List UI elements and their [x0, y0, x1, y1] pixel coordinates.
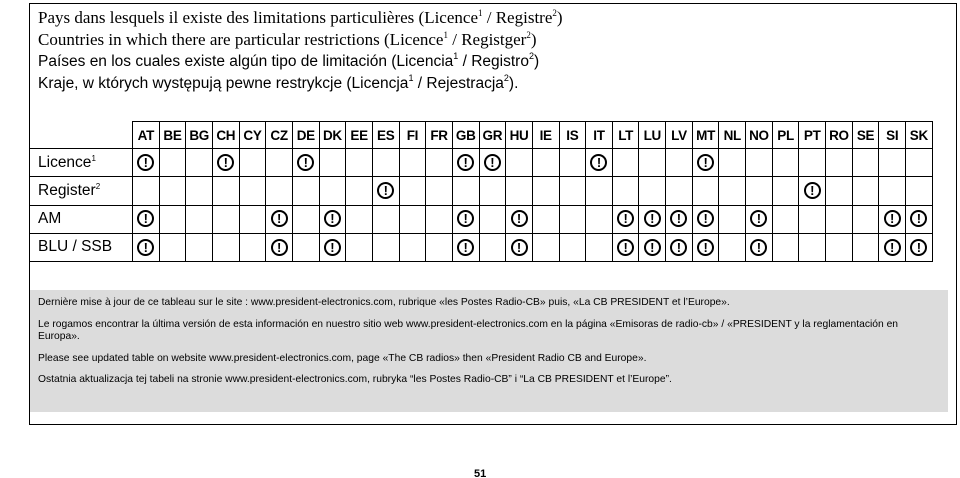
table-cell: [186, 149, 213, 177]
warning-icon: !: [884, 210, 901, 227]
table-cell: [906, 177, 933, 205]
table-cell: [772, 149, 799, 177]
country-header-be: BE: [159, 122, 186, 149]
country-header-ie: IE: [532, 122, 559, 149]
warning-icon: !: [457, 154, 474, 171]
table-cell: [292, 177, 319, 205]
table-cell: [239, 205, 266, 233]
table-row: [30, 205, 933, 233]
warning-icon: !: [697, 239, 714, 256]
table-cell: [799, 233, 826, 261]
country-header-dk: DK: [319, 122, 346, 149]
warning-icon: !: [484, 154, 501, 171]
warning-icon: !: [804, 182, 821, 199]
table-cell: [426, 233, 453, 261]
table-cell: [426, 205, 453, 233]
table-corner: [30, 122, 133, 149]
notes-box: [30, 290, 948, 412]
table-cell: [239, 177, 266, 205]
table-cell: [692, 177, 719, 205]
table-cell: [612, 177, 639, 205]
table-cell: [746, 149, 773, 177]
table-cell: [212, 149, 239, 177]
table-cell: [799, 177, 826, 205]
country-header-ee: EE: [346, 122, 373, 149]
title-french: Pays dans lesquels il existe des limitations particulières (Licence$^1$ / Registre$^2$): [38, 8, 563, 27]
table-cell: [586, 149, 613, 177]
warning-icon: !: [884, 239, 901, 256]
country-header-de: DE: [292, 122, 319, 149]
country-header-fr: FR: [426, 122, 453, 149]
country-header-is: IS: [559, 122, 586, 149]
warning-icon: !: [644, 239, 661, 256]
table-cell: [346, 205, 373, 233]
row-label: Register$^2$: [30, 177, 133, 205]
country-header-cz: CZ: [266, 122, 293, 149]
country-header-pt: PT: [799, 122, 826, 149]
table-cell: [746, 177, 773, 205]
table-cell: [799, 205, 826, 233]
table-cell: [719, 205, 746, 233]
country-header-se: SE: [852, 122, 879, 149]
table-cell: [879, 205, 906, 233]
table-cell: [586, 177, 613, 205]
table-cell: [746, 233, 773, 261]
warning-icon: !: [271, 239, 288, 256]
table-row: [30, 177, 933, 205]
table-cell: [212, 205, 239, 233]
table-cell: [692, 149, 719, 177]
table-cell: [906, 149, 933, 177]
table-cell: [506, 205, 533, 233]
table-cell: [452, 233, 479, 261]
table-cell: [133, 233, 160, 261]
note-polish: Ostatnia aktualizacja tej tabeli na stronie www.president-electronics.com, rubryka “les Postes Radio-CB” i “La CB PRESIDENT et l’Europe”.: [38, 374, 672, 385]
table-cell: [159, 177, 186, 205]
table-header-row: [30, 122, 933, 149]
warning-icon: !: [697, 210, 714, 227]
table-cell: [212, 177, 239, 205]
table-cell: [639, 233, 666, 261]
country-header-gb: GB: [452, 122, 479, 149]
country-header-ch: CH: [212, 122, 239, 149]
country-header-no: NO: [746, 122, 773, 149]
table-cell: [772, 177, 799, 205]
table-cell: [346, 177, 373, 205]
table-cell: [719, 149, 746, 177]
title-block: [38, 7, 938, 95]
warning-icon: !: [457, 239, 474, 256]
table-cell: [292, 233, 319, 261]
table-cell: [826, 205, 853, 233]
table-cell: [612, 205, 639, 233]
warning-icon: !: [750, 239, 767, 256]
country-header-pl: PL: [772, 122, 799, 149]
country-header-hu: HU: [506, 122, 533, 149]
warning-icon: !: [324, 210, 341, 227]
warning-icon: !: [617, 239, 634, 256]
table-cell: [666, 149, 693, 177]
table-cell: [852, 177, 879, 205]
table-cell: [879, 233, 906, 261]
table-cell: [666, 233, 693, 261]
table-cell: [772, 205, 799, 233]
warning-icon: !: [137, 154, 154, 171]
table-cell: [133, 205, 160, 233]
table-cell: [346, 149, 373, 177]
table-cell: [559, 233, 586, 261]
warning-icon: !: [457, 210, 474, 227]
table-cell: [559, 205, 586, 233]
table-cell: [612, 233, 639, 261]
table-cell: [852, 233, 879, 261]
table-cell: [319, 205, 346, 233]
table-cell: [772, 233, 799, 261]
table-cell: [159, 233, 186, 261]
table-cell: [719, 233, 746, 261]
title-english: Countries in which there are particular restrictions (Licence$^1$ / Registger$^2$): [38, 30, 537, 49]
table-cell: [692, 205, 719, 233]
table-cell: [292, 149, 319, 177]
table-cell: [399, 177, 426, 205]
table-cell: [346, 233, 373, 261]
country-header-ro: RO: [826, 122, 853, 149]
warning-icon: !: [644, 210, 661, 227]
table-cell: [399, 205, 426, 233]
table-cell: [879, 149, 906, 177]
table-cell: [292, 205, 319, 233]
table-cell: [239, 233, 266, 261]
table-cell: [266, 149, 293, 177]
country-header-lt: LT: [612, 122, 639, 149]
table-cell: [426, 177, 453, 205]
warning-icon: !: [377, 182, 394, 199]
page-number: 51: [474, 468, 487, 478]
table-cell: [319, 233, 346, 261]
table-cell: [506, 149, 533, 177]
table-cell: [133, 149, 160, 177]
table-cell: [506, 177, 533, 205]
table-cell: [826, 149, 853, 177]
table-cell: [452, 177, 479, 205]
row-label: BLU / SSB: [30, 233, 133, 261]
country-header-gr: GR: [479, 122, 506, 149]
warning-icon: !: [670, 239, 687, 256]
table-cell: [586, 205, 613, 233]
table-cell: [372, 177, 399, 205]
table-cell: [186, 233, 213, 261]
table-cell: [559, 149, 586, 177]
table-cell: [799, 149, 826, 177]
warning-icon: !: [910, 210, 927, 227]
table-cell: [452, 205, 479, 233]
table-cell: [159, 149, 186, 177]
table-cell: [266, 233, 293, 261]
country-header-lv: LV: [666, 122, 693, 149]
table-cell: [186, 177, 213, 205]
warning-icon: !: [271, 210, 288, 227]
table-cell: [852, 149, 879, 177]
table-cell: [666, 205, 693, 233]
table-cell: [879, 177, 906, 205]
warning-icon: !: [910, 239, 927, 256]
table-cell: [319, 177, 346, 205]
table-cell: [826, 177, 853, 205]
country-header-at: AT: [133, 122, 160, 149]
table-row: [30, 233, 933, 261]
table-cell: [719, 177, 746, 205]
note-spanish: Le rogamos encontrar la última versión de esta información en nuestro sitio web www.president-electronics.com en la página «Emisoras de radio-cb» / «PRESIDENT y la reglamentación en Europa».: [38, 318, 899, 342]
table-cell: [239, 149, 266, 177]
country-header-fi: FI: [399, 122, 426, 149]
table-cell: [852, 205, 879, 233]
row-label: AM: [30, 205, 133, 233]
table-cell: [212, 233, 239, 261]
table-cell: [586, 233, 613, 261]
warning-icon: !: [137, 210, 154, 227]
table-cell: [133, 177, 160, 205]
table-cell: [746, 205, 773, 233]
table-cell: [186, 205, 213, 233]
table-cell: [906, 233, 933, 261]
country-header-si: SI: [879, 122, 906, 149]
warning-icon: !: [511, 210, 528, 227]
table-cell: [506, 233, 533, 261]
warning-icon: !: [670, 210, 687, 227]
table-cell: [399, 233, 426, 261]
warning-icon: !: [590, 154, 607, 171]
table-cell: [426, 149, 453, 177]
table-cell: [559, 177, 586, 205]
table-cell: [666, 177, 693, 205]
warning-icon: !: [217, 154, 234, 171]
table-cell: [266, 177, 293, 205]
table-cell: [372, 205, 399, 233]
warning-icon: !: [324, 239, 341, 256]
table-cell: [372, 149, 399, 177]
table-cell: [826, 233, 853, 261]
table-cell: [906, 205, 933, 233]
warning-icon: !: [511, 239, 528, 256]
table-cell: [399, 149, 426, 177]
country-header-nl: NL: [719, 122, 746, 149]
table-cell: [479, 205, 506, 233]
row-label: Licence$^1$: [30, 149, 133, 177]
country-header-sk: SK: [906, 122, 933, 149]
table-cell: [159, 205, 186, 233]
table-cell: [319, 149, 346, 177]
table-cell: [532, 205, 559, 233]
country-header-bg: BG: [186, 122, 213, 149]
warning-icon: !: [697, 154, 714, 171]
country-header-mt: MT: [692, 122, 719, 149]
table-cell: [612, 149, 639, 177]
table-cell: [479, 149, 506, 177]
table-cell: [639, 205, 666, 233]
table-cell: [532, 177, 559, 205]
table-cell: [639, 177, 666, 205]
table-cell: [266, 205, 293, 233]
warning-icon: !: [297, 154, 314, 171]
note-english: Please see updated table on website www.president-electronics.com, page «The CB radios» then «President Radio CB and Europe».: [38, 352, 647, 364]
table-cell: [532, 233, 559, 261]
warning-icon: !: [750, 210, 767, 227]
table-cell: [452, 149, 479, 177]
table-cell: [692, 233, 719, 261]
country-header-cy: CY: [239, 122, 266, 149]
title-spanish: Países en los cuales existe algún tipo de limitación (Licencia$^1$ / Registro$^2$): [38, 51, 540, 70]
country-header-lu: LU: [639, 122, 666, 149]
warning-icon: !: [617, 210, 634, 227]
title-polish: Kraje, w których występują pewne restrykcje (Licencja$^1$ / Rejestracja$^2$).: [38, 73, 519, 92]
restrictions-table: [29, 121, 933, 262]
table-row: [30, 149, 933, 177]
table-cell: [372, 233, 399, 261]
country-header-it: IT: [586, 122, 613, 149]
note-french: Dernière mise à jour de ce tableau sur le site : www.president-electronics.com, rubrique «les Postes Radio-CB» puis, «La CB PRESIDENT et l’Europe».: [38, 297, 730, 308]
country-header-es: ES: [372, 122, 399, 149]
table-cell: [479, 233, 506, 261]
table-cell: [479, 177, 506, 205]
table-cell: [532, 149, 559, 177]
warning-icon: !: [137, 239, 154, 256]
table-cell: [639, 149, 666, 177]
